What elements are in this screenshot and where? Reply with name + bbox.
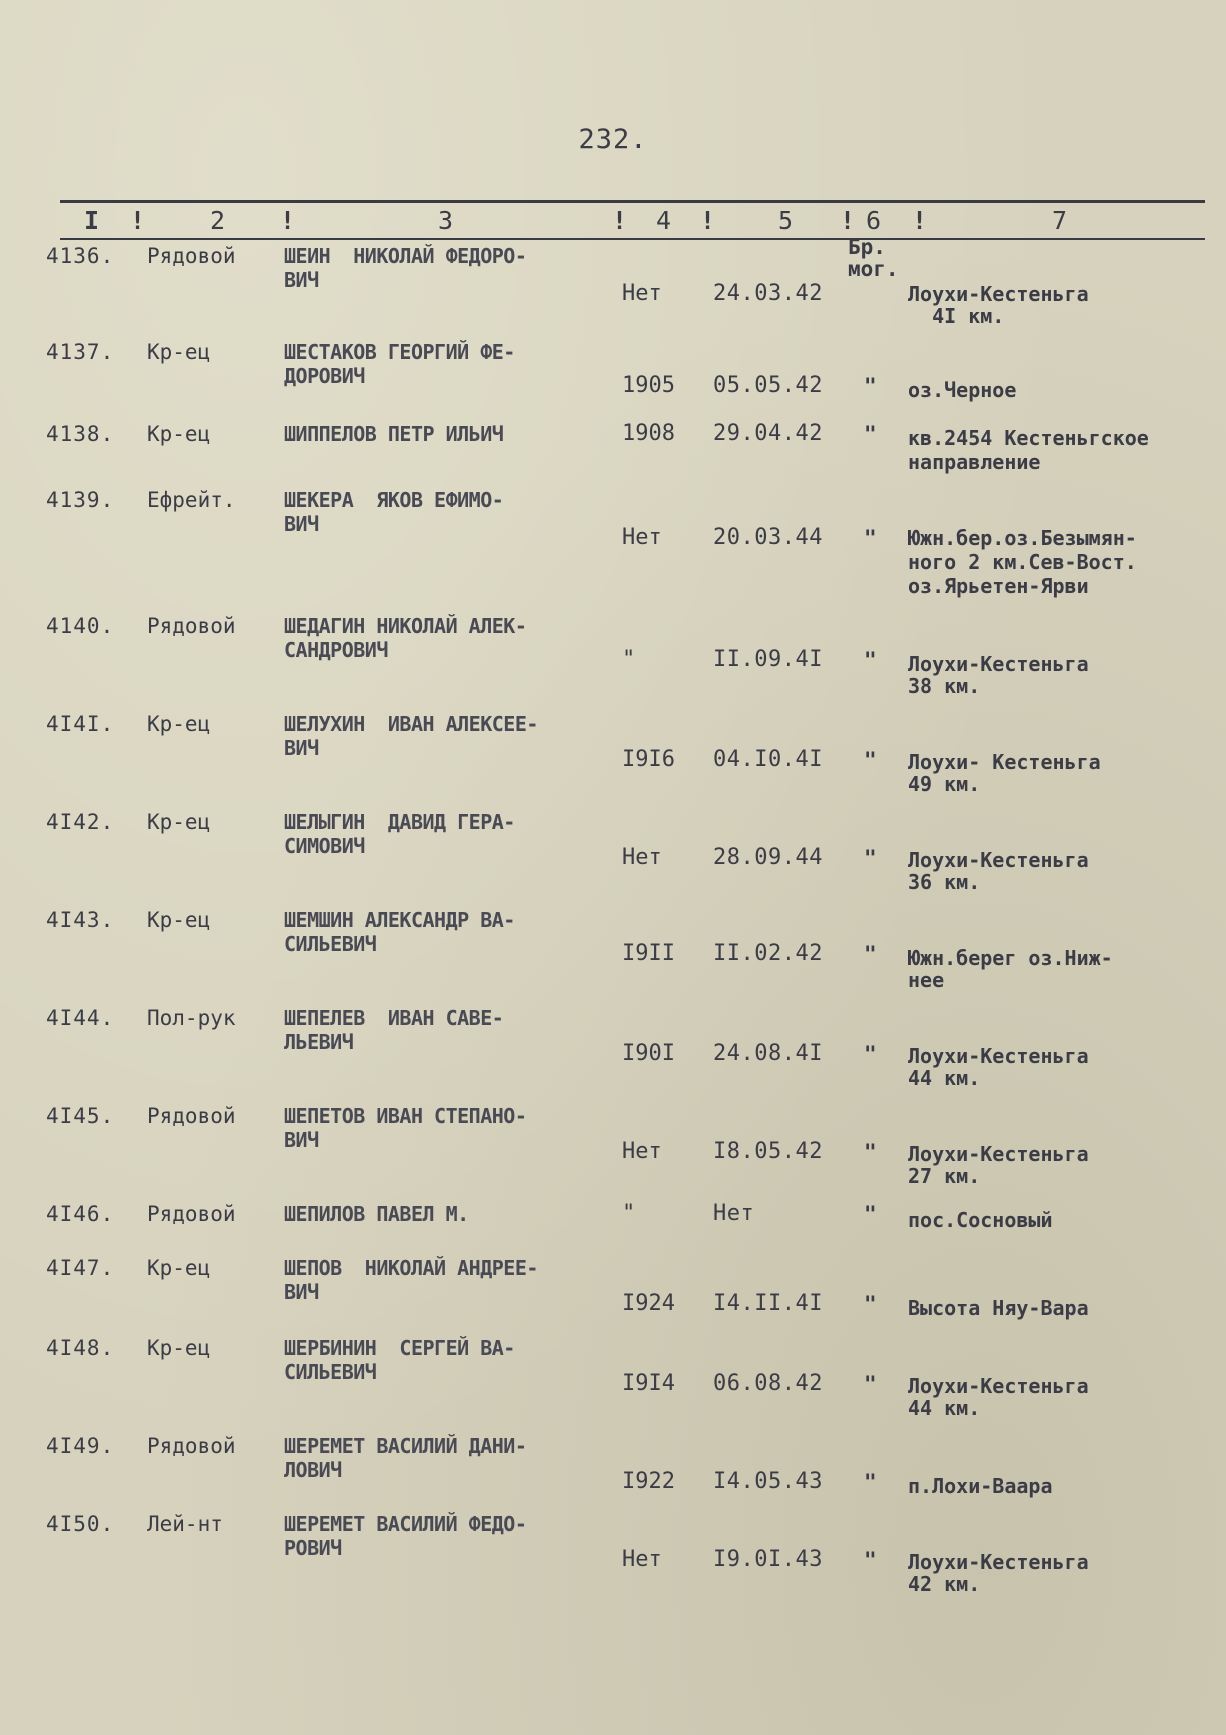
burial-place-line1: Лоухи- Кестеньга [908,750,1101,774]
full-name-line1: ШЕЛУХИН ИВАН АЛЕКСЕЕ- [284,712,538,736]
burial-place-line1: Лоухи-Кестеньга [908,1374,1089,1398]
death-date: I8.05.42 [713,1139,823,1164]
death-date: 24.08.4I [713,1041,823,1066]
burial-place-line3: оз.Ярьетен-Ярви [908,574,1089,598]
military-rank: Кр-ец [147,1336,211,1360]
header-col-1: I [84,206,100,235]
military-rank: Пол-рук [147,1006,236,1030]
death-date: Нет [713,1201,755,1226]
header-sep: ! [912,206,928,235]
burial-place-line1: Южн.бер.оз.Безымян- [908,526,1137,550]
death-date: 06.08.42 [713,1371,823,1396]
burial-place-line1: Лоухи-Кестеньга [908,652,1089,676]
full-name-line1: ШЕРЕМЕТ ВАСИЛИЙ ФЕДО- [284,1512,527,1536]
full-name-line2: ЛОВИЧ [284,1458,342,1482]
header-sep: ! [280,206,296,235]
grave-type-ditto: " [864,1292,877,1316]
record-number: 4I46. [46,1202,115,1226]
birth-year: I922 [622,1469,675,1494]
burial-place-line2: 27 км. [908,1164,981,1188]
grave-type-ditto: " [864,1372,877,1396]
full-name-line1: ШЕПЕЛЕВ ИВАН САВЕ- [284,1006,504,1030]
military-rank: Кр-ец [147,1256,211,1280]
full-name-line2: ВИЧ [284,736,319,760]
burial-place-line2: 4I км. [908,304,1005,328]
record-number: 4I4I. [46,712,115,736]
burial-place-line1: Лоухи-Кестеньга [908,1142,1089,1166]
death-date: I4.II.4I [713,1291,823,1316]
full-name-line2: САНДРОВИЧ [284,638,388,662]
death-date: 29.04.42 [713,421,823,446]
full-name-line2: ВИЧ [284,268,319,292]
burial-place-line2: направление [908,450,1041,474]
death-date: I9.0I.43 [713,1547,823,1572]
record-number: 4138. [46,422,115,446]
page-number: 232. [578,124,648,155]
grave-type-line1: Бр. [848,235,886,259]
birth-year: 1908 [622,421,675,446]
record-number: 4I48. [46,1336,115,1360]
full-name-line2: ВИЧ [284,1128,319,1152]
birth-year: 1905 [622,373,675,398]
record-number: 4I45. [46,1104,115,1128]
column-header-row [0,206,1226,236]
header-col-2: 2 [210,206,226,235]
death-date: 04.I0.4I [713,747,823,772]
grave-type-ditto: " [864,1140,877,1164]
burial-place-line1: Лоухи-Кестеньга [908,848,1089,872]
burial-place-line2: 38 км. [908,674,981,698]
header-col-7: 7 [1052,206,1068,235]
grave-type-ditto: " [864,942,877,966]
record-number: 4I49. [46,1434,115,1458]
grave-type-ditto: " [864,748,877,772]
birth-year: I9I4 [622,1371,675,1396]
birth-year: I924 [622,1291,675,1316]
header-col-6: 6 [866,206,882,235]
military-rank: Кр-ец [147,810,211,834]
birth-year: " [622,1201,636,1226]
full-name-line1: ШЕДАГИН НИКОЛАЙ АЛЕК- [284,614,527,638]
full-name-line2: ДОРОВИЧ [284,364,365,388]
full-name-line2: ВИЧ [284,1280,319,1304]
full-name-line1: ШЕИН НИКОЛАЙ ФЕДОРО- [284,244,527,268]
full-name-line1: ШЕРБИНИН СЕРГЕЙ ВА- [284,1336,515,1360]
grave-type-ditto: " [864,1548,877,1572]
military-rank: Рядовой [147,1202,236,1226]
full-name-line1: ШЕПЕТОВ ИВАН СТЕПАНО- [284,1104,527,1128]
full-name-line1: ШЕПИЛОВ ПАВЕЛ М. [284,1202,469,1226]
birth-year: Нет [622,525,662,550]
burial-place-line2: 36 км. [908,870,981,894]
death-date: 20.03.44 [713,525,823,550]
full-name-line1: ШЕЛЫГИН ДАВИД ГЕРА- [284,810,515,834]
full-name-line1: ШЕПОВ НИКОЛАЙ АНДРЕЕ- [284,1256,538,1280]
death-date: 28.09.44 [713,845,823,870]
military-rank: Ефрейт. [147,488,236,512]
burial-place-line1: кв.2454 Кестеньгское [908,426,1149,450]
burial-place-line2: 44 км. [908,1396,981,1420]
full-name-line1: ШЕМШИН АЛЕКСАНДР ВА- [284,908,515,932]
header-bottom-rule [60,238,1205,240]
full-name-line2: ВИЧ [284,512,319,536]
burial-place-line1: Лоухи-Кестеньга [908,1550,1089,1574]
burial-place-line2: 44 км. [908,1066,981,1090]
burial-place-line2: нее [908,968,945,992]
full-name-line1: ШЕРЕМЕТ ВАСИЛИЙ ДАНИ- [284,1434,527,1458]
record-number: 4I44. [46,1006,115,1030]
death-date: I4.05.43 [713,1469,823,1494]
burial-place-line1: Лоухи-Кестеньга [908,282,1089,306]
birth-year: Нет [622,1547,662,1572]
burial-place-line1: п.Лохи-Ваара [908,1474,1053,1498]
full-name-line2: СИЛЬЕВИЧ [284,1360,377,1384]
birth-year: I9I6 [622,747,675,772]
military-rank: Кр-ец [147,422,211,446]
grave-type-label [848,236,899,280]
record-number: 4140. [46,614,115,638]
record-number: 4I42. [46,810,115,834]
grave-type-ditto: " [864,1470,877,1494]
record-number: 4I50. [46,1512,115,1536]
death-date: 24.03.42 [713,281,823,306]
military-rank: Рядовой [147,1104,236,1128]
birth-year: I9II [622,941,675,966]
full-name-line1: ШЕСТАКОВ ГЕОРГИЙ ФЕ- [284,340,515,364]
military-rank: Рядовой [147,244,236,268]
burial-place-line1: Лоухи-Кестеньга [908,1044,1089,1068]
header-sep: ! [130,206,146,235]
birth-year: " [622,647,636,672]
burial-place-line2: ного 2 км.Сев-Вост. [908,550,1137,574]
header-sep: ! [612,206,628,235]
military-rank: Рядовой [147,614,236,638]
grave-type-ditto: " [864,1202,877,1226]
burial-place-line2: 49 км. [908,772,981,796]
burial-place-line1: Южн.берег оз.Ниж- [908,946,1113,970]
full-name-line2: ЛЬЕВИЧ [284,1030,354,1054]
military-rank: Лей-нт [147,1512,223,1536]
grave-type-ditto: " [864,422,877,446]
death-date: II.09.4I [713,647,823,672]
header-col-3: 3 [438,206,454,235]
record-number: 4I43. [46,908,115,932]
military-rank: Кр-ец [147,712,211,736]
burial-place-line1: Высота Няу-Вара [908,1296,1089,1320]
header-top-rule [60,200,1205,203]
full-name-line2: РОВИЧ [284,1536,342,1560]
grave-type-ditto: " [864,526,877,550]
death-date: 05.05.42 [713,373,823,398]
burial-place-line1: пос.Сосновый [908,1208,1053,1232]
grave-type-line2: мог. [848,257,899,281]
full-name-line2: СИМОВИЧ [284,834,365,858]
full-name-line1: ШЕКЕРА ЯКОВ ЕФИМО- [284,488,504,512]
record-number: 4139. [46,488,115,512]
record-number: 4136. [46,244,115,268]
header-sep: ! [840,206,856,235]
full-name-line1: ШИППЕЛОВ ПЕТР ИЛЬИЧ [284,422,504,446]
header-col-4: 4 [656,206,672,235]
header-sep: ! [700,206,716,235]
military-rank: Рядовой [147,1434,236,1458]
full-name-line2: СИЛЬЕВИЧ [284,932,377,956]
death-date: II.02.42 [713,941,823,966]
record-number: 4137. [46,340,115,364]
birth-year: Нет [622,845,662,870]
burial-place-line2: 42 км. [908,1572,981,1596]
birth-year: I90I [622,1041,675,1066]
burial-place-line1: оз.Черное [908,378,1017,402]
header-col-5: 5 [778,206,794,235]
grave-type-ditto: " [864,648,877,672]
military-rank: Кр-ец [147,908,211,932]
record-number: 4I47. [46,1256,115,1280]
military-rank: Кр-ец [147,340,211,364]
grave-type-ditto: " [864,374,877,398]
grave-type-ditto: " [864,1042,877,1066]
birth-year: Нет [622,1139,662,1164]
birth-year: Нет [622,281,662,306]
grave-type-ditto: " [864,846,877,870]
